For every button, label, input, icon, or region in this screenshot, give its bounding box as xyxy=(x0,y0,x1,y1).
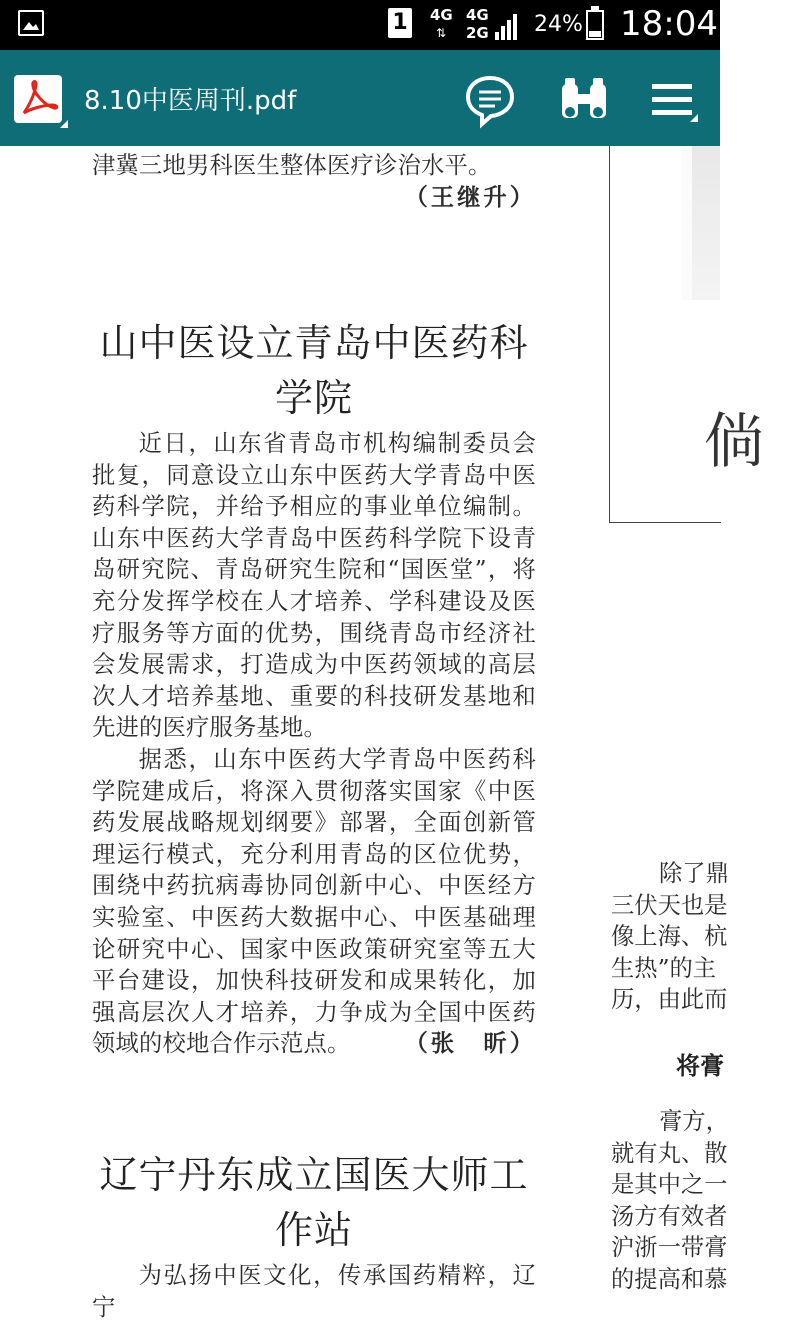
pdf-page-view[interactable] xyxy=(0,146,764,1321)
text-line: 汤方有效者 xyxy=(611,1202,728,1230)
article-body xyxy=(92,1260,536,1323)
text-line: 的提高和慕 xyxy=(611,1265,728,1293)
text-line: 是其中之一 xyxy=(611,1171,728,1199)
sim-indicator: 1 xyxy=(388,8,412,38)
battery-percent: 24% xyxy=(534,12,583,37)
photo-edge xyxy=(682,146,692,300)
binoculars-search-icon[interactable] xyxy=(556,72,612,128)
text-line: 膏方， xyxy=(659,1108,729,1135)
right-column-text xyxy=(611,858,811,1016)
article-headline: 山中医设立青岛中医药科学院 xyxy=(99,321,529,420)
left-column-top xyxy=(92,150,536,213)
status-bar xyxy=(0,0,720,50)
app-toolbar xyxy=(0,50,720,146)
network-type-2: 4G xyxy=(466,6,489,24)
text-line: 就有丸、散 xyxy=(611,1139,728,1167)
document-title: 8.10中医周刊.pdf xyxy=(84,86,297,116)
author-byline: （张 昕） xyxy=(404,1030,536,1058)
text-line: 历，由此而 xyxy=(611,986,728,1014)
right-column-text xyxy=(611,1106,811,1296)
text-line: 沪浙一带膏 xyxy=(611,1234,728,1262)
article-body xyxy=(92,428,536,1060)
text-line: 除了鼎 xyxy=(659,860,729,887)
article-headline: 辽宁丹东成立国医大师工作站 xyxy=(99,1153,529,1252)
menu-overflow-indicator xyxy=(690,114,698,122)
comment-icon[interactable] xyxy=(462,72,518,128)
frame-title-char: 倘 xyxy=(704,407,764,477)
network-type-2-secondary: 2G xyxy=(466,24,489,42)
article-paragraph: 为弘扬中医文化，传承国药精粹，辽宁 xyxy=(92,1262,536,1321)
author-byline: （王继升） xyxy=(404,183,536,211)
article-paragraph: 近日，山东省青岛市机构编制委员会批复，同意设立山东中医药大学青岛中医药科学院，并给予相应的事业单位编制。山东中医药大学青岛中医药科学院下设青岛研究院、青岛研究生院和“国医堂”，将充分发挥学校在人才培养、学科建设及医疗服务等方面的优势，围绕青岛市经济社会发展需求，打造成为中医药领域的高层次人才培养基地、重要的科技研发基地和先进的医疗服务基地。 xyxy=(92,430,536,742)
app-menu-indicator xyxy=(60,120,68,128)
text-line: 像上海、杭 xyxy=(611,923,728,951)
network-type-1: 4G xyxy=(430,6,453,24)
signal-strength-icon xyxy=(494,10,520,42)
text-line: 三伏天也是 xyxy=(611,891,728,919)
battery-icon xyxy=(586,10,604,40)
article-paragraph: 据悉，山东中医药大学青岛中医药科学院建成后，将深入贯彻落实国家《中医药发展战略规划纲要》部署，全面创新管理运行模式，充分利用青岛的区位优势，围绕中药抗病毒协同创新中心、中医经方实验室、中医药大数据中心、中医基础理论研究中心、国家中医政策研究室等五大平台建设，加快科技研发和成果转化，加强高层次人才培养，力争成为全国中医药领域的校地合作示范点。 xyxy=(92,745,536,1058)
gallery-notification-icon xyxy=(18,10,44,36)
pdf-app-icon[interactable] xyxy=(14,75,62,123)
data-arrows-icon: ⇅ xyxy=(436,26,447,40)
text-fragment: 津冀三地男科医生整体医疗诊治水平。 xyxy=(92,152,492,179)
clock: 18:04 xyxy=(620,4,718,44)
section-heading: 将膏 xyxy=(676,1052,724,1080)
text-line: 生热”的主 xyxy=(611,954,717,982)
